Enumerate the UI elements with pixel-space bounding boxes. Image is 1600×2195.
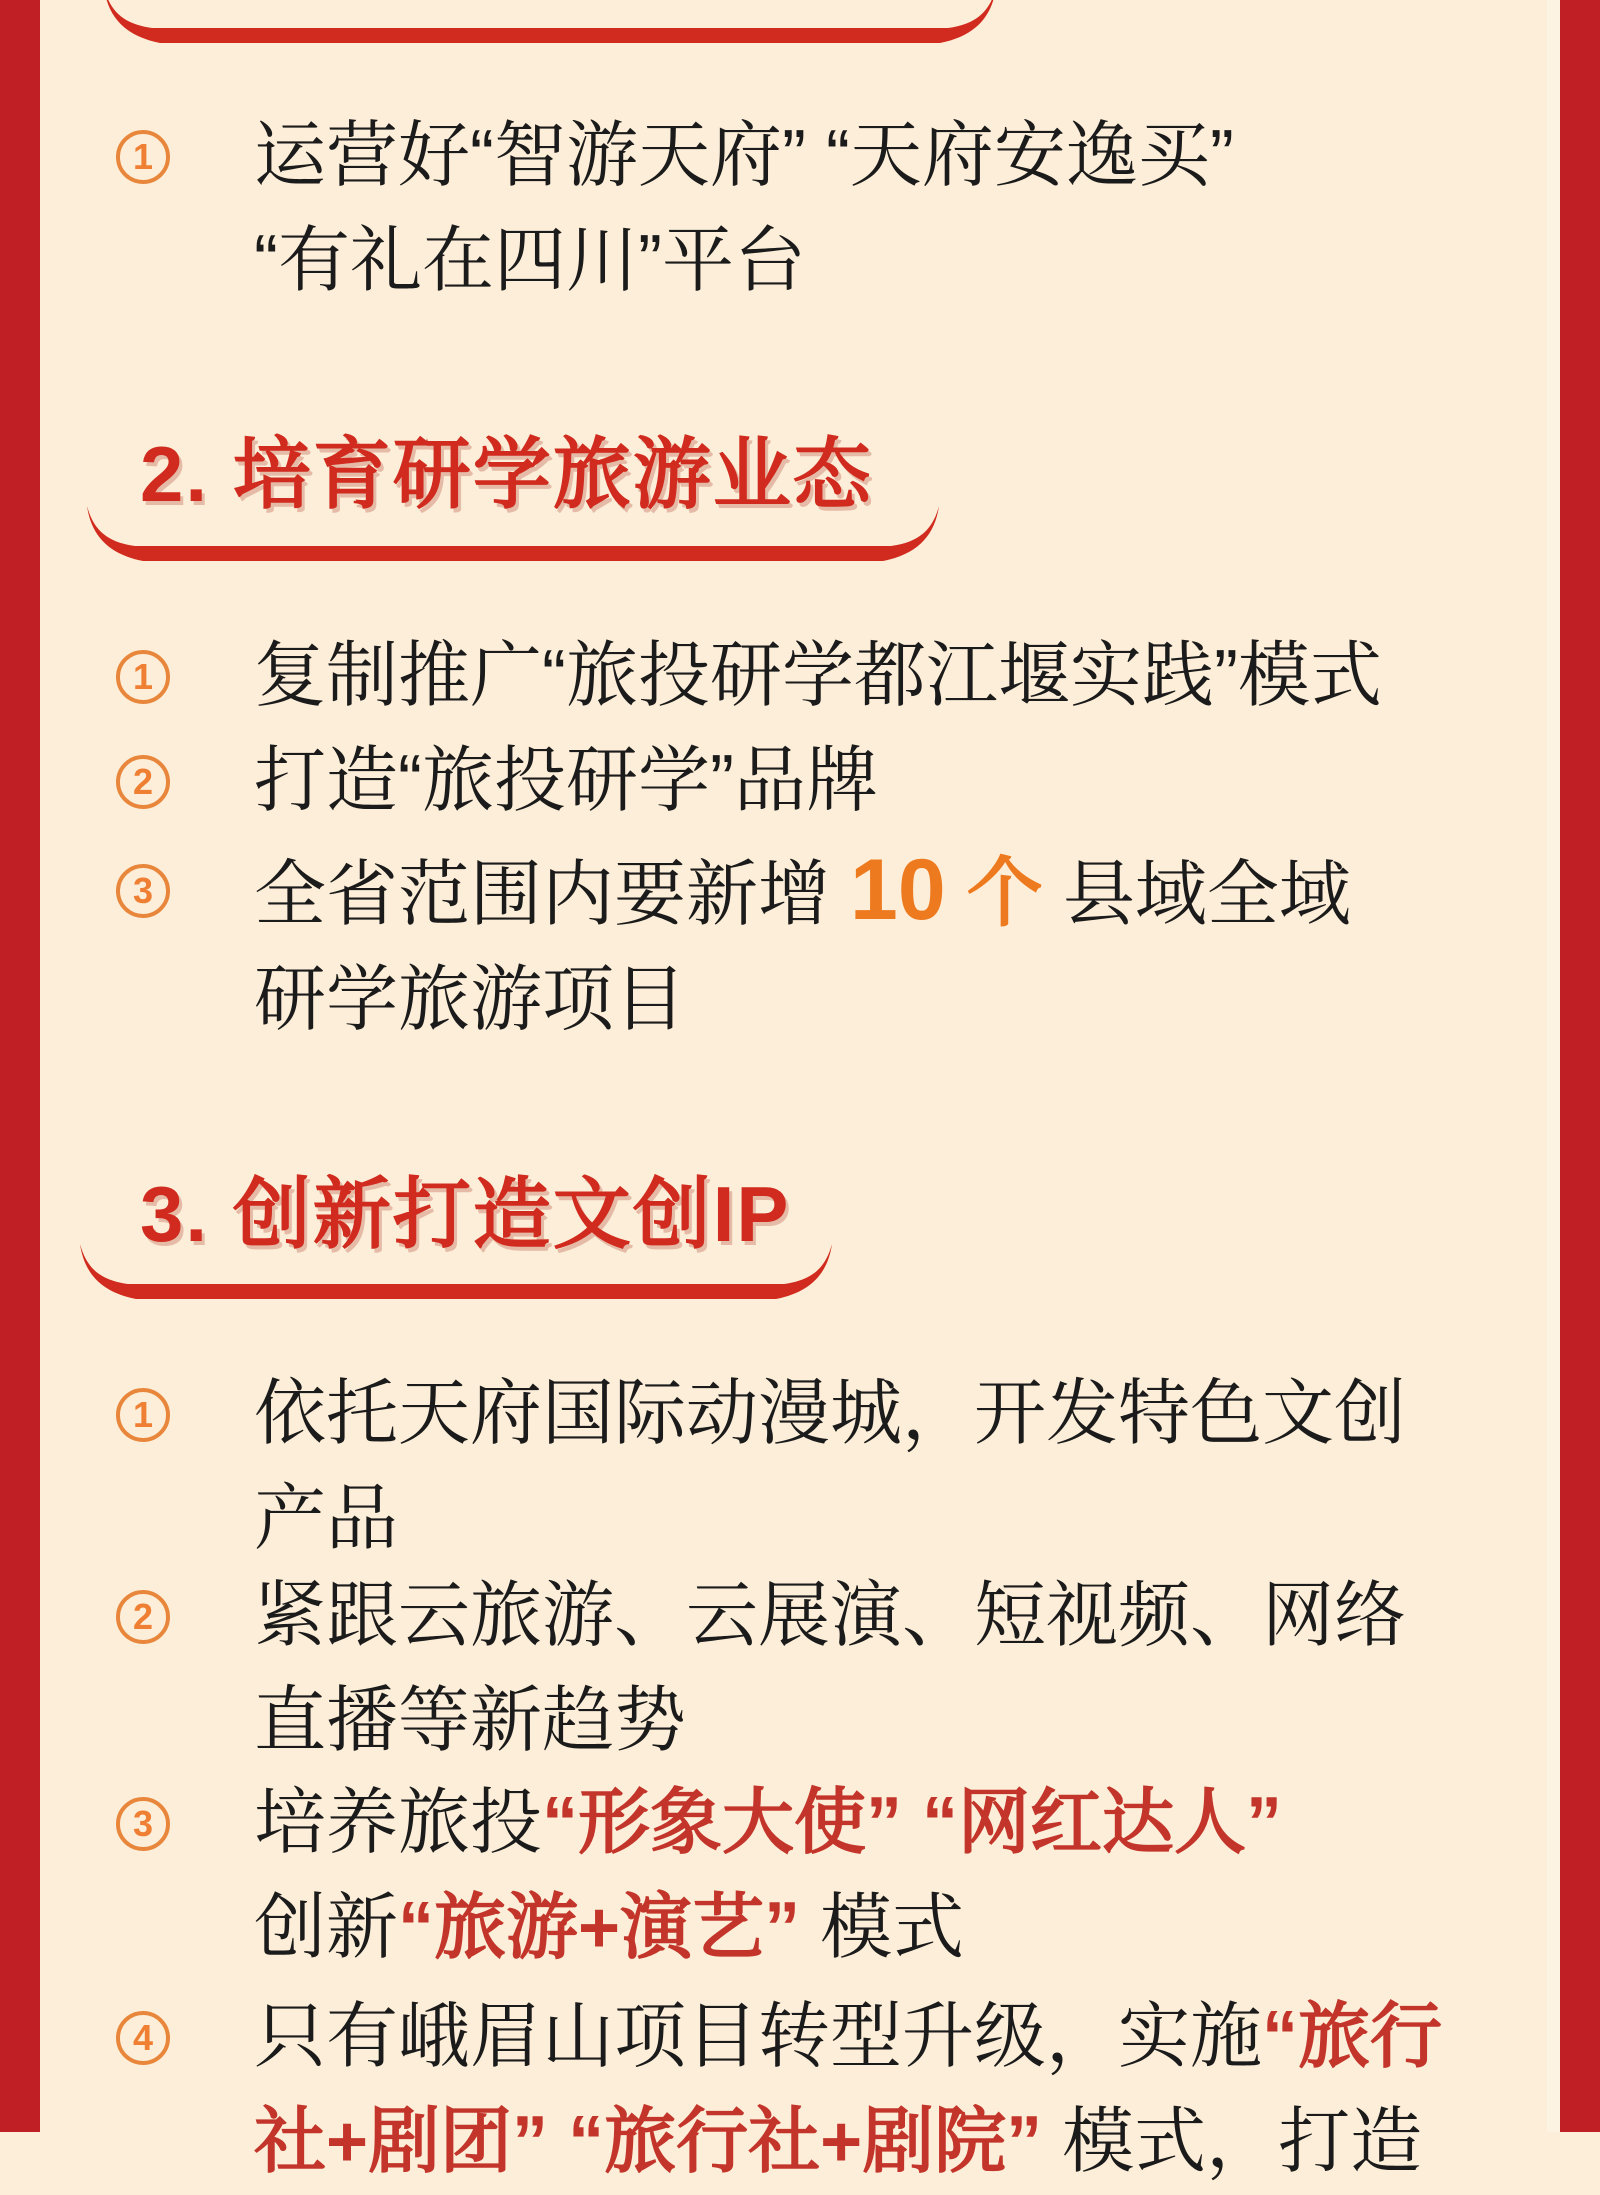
text-segment: “旅行 — [1262, 1997, 1443, 2077]
text-segment: 个 — [945, 851, 1043, 936]
section-header: 3. 创新打造文创IP — [140, 1170, 791, 1258]
text-segment: “网红达人” — [922, 1783, 1283, 1863]
text-segment: “旅行社+剧院” — [568, 2102, 1043, 2182]
item-number: 3 — [132, 870, 154, 911]
text-segment: 社+剧团” — [254, 2102, 549, 2182]
list-item — [116, 1985, 1442, 2195]
item-number-badge — [116, 2011, 170, 2065]
item-number: 3 — [132, 1803, 154, 1844]
text-segment: 运营好“智游天府” “天府安逸买” — [254, 116, 1234, 196]
text-segment — [902, 1783, 922, 1863]
text-segment: 紧跟云旅游、云展演、短视频、网络 — [254, 1576, 1407, 1656]
text-segment: “有礼在四川”平台 — [254, 221, 806, 301]
item-text — [254, 1362, 1406, 1572]
text-segment — [548, 2102, 568, 2182]
text-segment: 只有峨眉山项目转型升级，实施 — [254, 1997, 1263, 2077]
text-segment: 模式 — [800, 1888, 965, 1968]
item-line — [254, 1876, 1282, 1981]
item-line — [254, 1669, 1406, 1774]
item-text — [254, 1771, 1282, 1981]
text-segment: “旅游+演艺” — [398, 1888, 801, 1968]
text-segment: 打造“旅投研学”品牌 — [254, 741, 878, 821]
item-line — [254, 1771, 1282, 1876]
item-number-badge — [116, 1590, 170, 1644]
list-item — [116, 1564, 1406, 1774]
item-number: 2 — [132, 761, 154, 802]
text-segment: 模式，打造 — [1042, 2102, 1423, 2182]
item-number: 2 — [132, 1596, 154, 1637]
section-underline-swoosh — [76, 1242, 836, 1302]
text-segment: 10 — [850, 842, 946, 938]
item-text — [254, 1985, 1442, 2195]
section-header: 2. 培育研学旅游业态 — [140, 430, 873, 518]
list-item — [116, 1771, 1282, 1981]
item-number-badge — [116, 1797, 170, 1851]
text-segment: 产品 — [254, 1479, 399, 1559]
item-line — [254, 1985, 1442, 2090]
text-segment: 依托天府国际动漫城，开发特色文创 — [254, 1374, 1407, 1454]
list-item — [116, 1362, 1406, 1572]
text-segment: 创新 — [254, 1888, 399, 1968]
item-number: 1 — [132, 1394, 154, 1435]
item-number: 1 — [132, 656, 154, 697]
text-segment: 直播等新趋势 — [254, 1681, 687, 1761]
item-number: 1 — [132, 136, 154, 177]
text-segment: 县域全域 — [1042, 855, 1351, 935]
item-text — [254, 1564, 1406, 1774]
text-segment: 复制推广“旅投研学都江堰实践”模式 — [254, 636, 1382, 716]
text-segment: 研学旅游项目 — [254, 960, 687, 1040]
item-number: 4 — [132, 2017, 154, 2058]
text-segment: 培养旅投 — [254, 1783, 543, 1863]
text-segment: 全省范围内要新增 — [254, 855, 851, 935]
item-line — [254, 1467, 1406, 1572]
text-segment: “形象大使” — [542, 1783, 903, 1863]
item-number-badge — [116, 1388, 170, 1442]
item-line — [254, 1362, 1406, 1467]
item-line — [254, 1564, 1406, 1669]
item-line — [254, 2090, 1442, 2195]
